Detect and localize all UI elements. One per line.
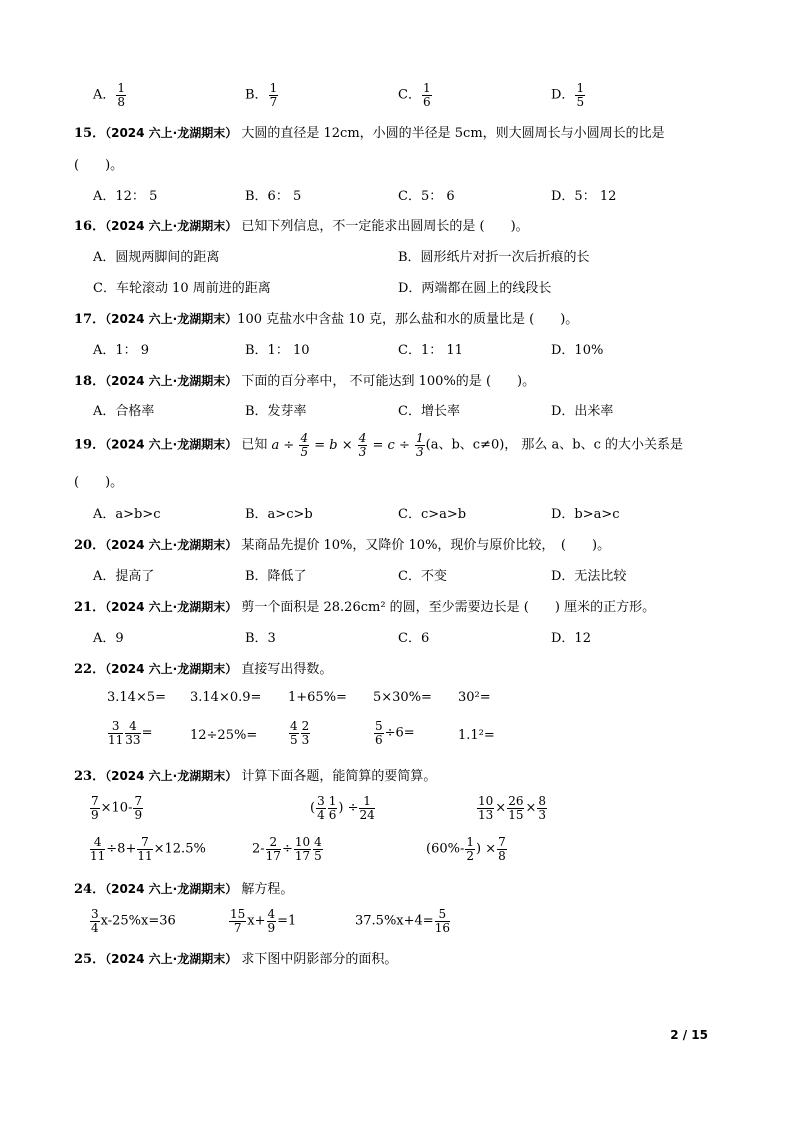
question-number: 23． (74, 769, 106, 784)
fraction: $\frac{1}{6}$ (422, 81, 431, 109)
q15-option-a: A．12： 5 (93, 189, 158, 204)
q21-option-a: A．9 (93, 631, 124, 646)
question-source: （2024 六上·龙湖期末） (105, 126, 238, 140)
question-text: 直接写出得数。 (241, 662, 333, 677)
calc-item: (60%- $\frac{1}{2}$ ) × $\frac{7}{8}$ (426, 835, 506, 863)
question-source: （2024 六上·龙湖期末） (105, 769, 238, 783)
q20-option-c: C．不变 (398, 569, 447, 584)
q18-option-a: A．合格率 (93, 404, 155, 419)
question-source: （2024 六上·龙湖期末） (105, 952, 238, 966)
calc-item: $\frac{7}{9}$ ×10- $\frac{7}{9}$ (91, 794, 143, 822)
oral-calc-item: 5×30%= (373, 690, 432, 705)
question-23 (74, 765, 436, 784)
q15-option-b: B．6： 5 (245, 189, 302, 204)
q17-option-d: D．10% (551, 343, 604, 358)
question-source: （2024 六上·龙湖期末） (105, 662, 238, 676)
question-number: 17． (74, 312, 106, 327)
calc-item: $\frac{10}{13}$ × $\frac{26}{15}$ × $\frac{8}{3}$ (478, 794, 547, 822)
question-number: 24． (74, 882, 106, 897)
question-22 (74, 658, 332, 677)
oral-calc-item: 12÷25%= (190, 728, 258, 743)
q20-option-a: A．提高了 (93, 569, 155, 584)
question-number: 22． (74, 662, 106, 677)
question-number: 16． (74, 219, 106, 234)
q21-option-c: C．6 (398, 631, 430, 646)
question-20 (74, 534, 610, 553)
question-number: 19． (74, 437, 106, 453)
oral-calc-item: 3.14×0.9= (190, 690, 262, 705)
question-text: 求下图中阴影部分的面积。 (241, 952, 398, 967)
question-text-continued: ( )。 (74, 158, 124, 173)
calc-item: ( $\frac{3}{4}$ $\frac{1}{6}$ ) ÷ $\frac{1}{24}$ (310, 794, 375, 822)
q16-option-a: A．圆规两脚间的距离 (93, 250, 220, 265)
oral-calc-item: 1+65%= (288, 690, 347, 705)
question-text: 计算下面各题，能简算的要简算。 (241, 769, 437, 784)
equation-item: 37.5%x+4= $\frac{5}{16}$ (355, 907, 450, 935)
question-number: 18． (74, 374, 106, 389)
question-17 (74, 308, 578, 327)
q21-option-d: D．12 (551, 631, 591, 646)
question-16 (74, 215, 529, 234)
q19-option-a: A．a>b>c (93, 507, 161, 522)
q21-option-b: B．3 (245, 631, 276, 646)
calc-item: $\frac{4}{11}$ ÷8+ $\frac{7}{11}$ ×12.5% (90, 835, 206, 863)
question-number: 21． (74, 600, 106, 615)
math-expression: a ÷ $\frac{4}{5}$ = b × $\frac{4}{3}$ = c ÷ $\frac{1}{3}$ (271, 431, 424, 459)
oral-calc-item: $\frac{4}{5}$ $\frac{2}{3}$ (290, 719, 310, 747)
question-15 (74, 122, 665, 141)
question-19 (74, 432, 683, 458)
fraction: $\frac{1}{7}$ (269, 81, 278, 109)
condition-text: (a、b、c≠0) (425, 437, 505, 453)
question-source: （2024 六上·龙湖期末） (105, 538, 238, 552)
q17-option-c: C．1： 11 (398, 343, 463, 358)
question-text: 某商品先提价 10%，又降价 10%，现价与原价比较， ( )。 (241, 538, 611, 553)
equation-item: $\frac{3}{4}$ x-25%x=36 (91, 907, 176, 935)
q14-option-b: B． $\frac{1}{7}$ (245, 81, 278, 109)
question-source: （2024 六上·龙湖期末） (105, 312, 238, 326)
question-18 (74, 370, 535, 389)
oral-calc-item: 30²= (458, 690, 491, 705)
question-text: 已知下列信息，不一定能求出圆周长的是 ( )。 (241, 219, 529, 234)
q19-option-b: B．a>c>b (245, 507, 313, 522)
question-text: ， 那么 a、b、c 的大小关系是 (504, 437, 684, 453)
question-source: （2024 六上·龙湖期末） (105, 600, 238, 614)
question-25 (74, 948, 397, 967)
question-text: 剪一个面积是 28.26cm² 的圆，至少需要边长是 ( ) 厘米的正方形。 (241, 600, 656, 615)
q17-option-b: B．1： 10 (245, 343, 310, 358)
calc-item: 2- $\frac{2}{17}$ ÷ $\frac{10}{17}$ $\frac{4}{5}$ (252, 835, 322, 863)
question-text: 下面的百分率中， 不可能达到 100%的是 ( )。 (241, 374, 536, 389)
oral-calc-item: 1.1²= (458, 728, 495, 743)
equation-item: $\frac{15}{7}$ x+ $\frac{4}{9}$ =1 (230, 907, 297, 935)
q16-option-b: B．圆形纸片对折一次后折痕的长 (398, 250, 590, 265)
q20-option-d: D．无法比较 (551, 569, 627, 584)
q14-option-d: D． $\frac{1}{5}$ (551, 81, 585, 109)
question-source: （2024 六上·龙湖期末） (105, 437, 238, 452)
question-number: 20． (74, 538, 106, 553)
question-21 (74, 596, 655, 615)
oral-calc-item: 3.14×5= (107, 690, 167, 705)
fraction: $\frac{1}{5}$ (576, 81, 585, 109)
question-source: （2024 六上·龙湖期末） (105, 374, 238, 388)
question-text: 解方程。 (241, 882, 294, 897)
q15-option-d: D．5： 12 (551, 189, 617, 204)
question-text: 100 克盐水中含盐 10 克，那么盐和水的质量比是 ( )。 (237, 312, 579, 327)
q20-option-b: B．降低了 (245, 569, 307, 584)
question-number: 25． (74, 952, 106, 967)
oral-calc-item: $\frac{5}{6}$ ÷6= (375, 719, 415, 747)
question-text: 大圆的直径是 12cm，小圆的半径是 5cm，则大圆周长与小圆周长的比是 (241, 126, 665, 141)
question-text-continued: ( )。 (74, 475, 124, 490)
q18-option-c: C．增长率 (398, 404, 460, 419)
oral-calc-item: $\frac{3}{11}$ $\frac{4}{33}$ = (108, 719, 153, 747)
q16-option-c: C．车轮滚动 10 周前进的距离 (93, 281, 271, 296)
q14-option-c: C． $\frac{1}{6}$ (398, 81, 431, 109)
q17-option-a: A．1： 9 (93, 343, 150, 358)
question-source: （2024 六上·龙湖期末） (105, 219, 238, 233)
q14-option-a: A． $\frac{1}{8}$ (93, 81, 126, 109)
q15-option-c: C．5： 6 (398, 189, 455, 204)
q19-option-c: C．c>a>b (398, 507, 467, 522)
q16-option-d: D．两端都在圆上的线段长 (398, 281, 552, 296)
q18-option-d: D．出米率 (551, 404, 614, 419)
question-text: 已知 (241, 437, 268, 453)
question-number: 15． (74, 126, 106, 141)
question-24 (74, 878, 293, 897)
fraction: $\frac{1}{8}$ (117, 81, 126, 109)
q19-option-d: D．b>a>c (551, 507, 620, 522)
question-source: （2024 六上·龙湖期末） (105, 882, 238, 896)
page-indicator: 2 / 15 (670, 1028, 708, 1042)
q18-option-b: B．发芽率 (245, 404, 307, 419)
